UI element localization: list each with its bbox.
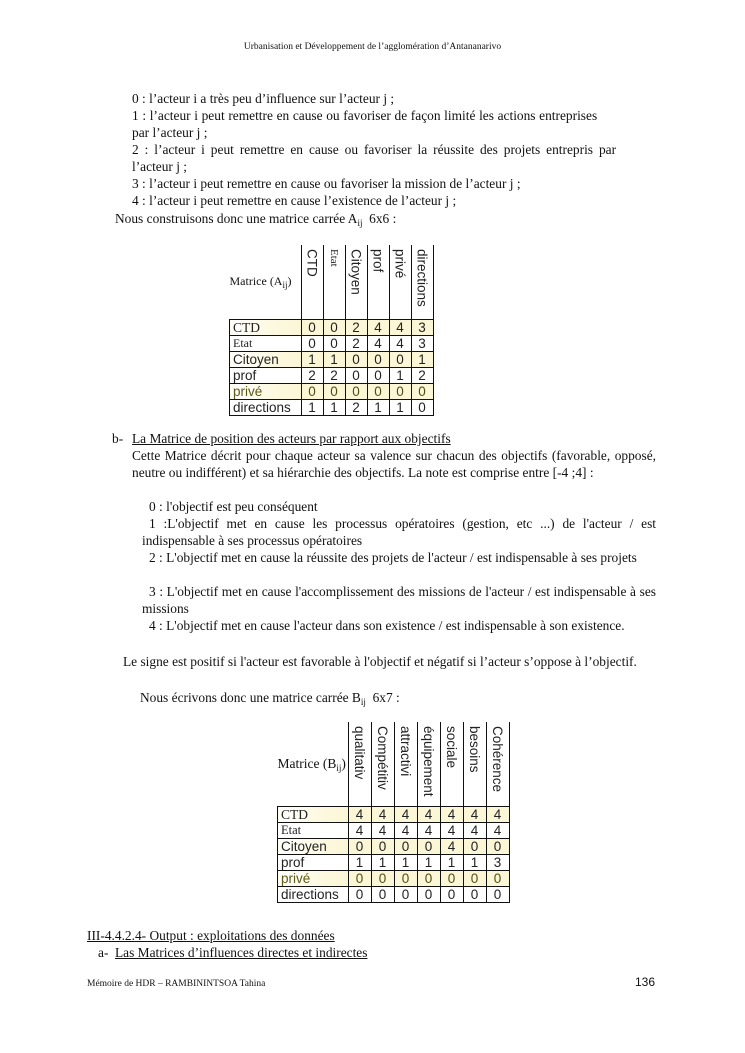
scale-item-4: 4 : l’acteur i peut remettre en cause l’existence de l’acteur j ; xyxy=(132,193,457,208)
cell: 0 xyxy=(345,367,367,383)
matrix-b-col-header: équipement xyxy=(417,722,440,806)
sign-note: Le signe est positif si l'acteur est favorable à l'objectif et négatif si l’acteur s’oppose à l’objectif. xyxy=(123,654,637,669)
matrix-b-col-header: Cohérence xyxy=(486,722,509,806)
cell: 4 xyxy=(394,806,417,822)
scale-item-3: 3 : l’acteur i peut remettre en cause ou favoriser la mission de l’acteur j ; xyxy=(132,176,521,191)
cell: 2 xyxy=(301,367,323,383)
row-label: directions xyxy=(230,399,302,415)
cell: 4 xyxy=(463,806,486,822)
cell: 1 xyxy=(301,399,323,415)
cell: 0 xyxy=(323,383,345,399)
matrix-a-table xyxy=(229,245,434,416)
matrix-b-col-header: attractivi xyxy=(394,722,417,806)
cell: 0 xyxy=(440,870,463,886)
cell: 2 xyxy=(345,335,367,351)
matrix-a-label: Matrice $(A_{ij})$ xyxy=(230,245,302,319)
table-row xyxy=(230,383,434,399)
cell: 4 xyxy=(417,822,440,838)
table-row xyxy=(278,806,510,822)
scale-item-2: 2 : l’acteur i peut remettre en cause ou favoriser la réussite des projets entrepris par xyxy=(132,142,617,157)
cell: 0 xyxy=(486,838,509,854)
cell: 4 xyxy=(394,822,417,838)
cell: 0 xyxy=(301,319,323,335)
cell: 0 xyxy=(348,870,371,886)
cell: 0 xyxy=(463,870,486,886)
objective-scale-4: 4 : L'objectif met en cause l'acteur dans son existence / est indispensable à son existence. xyxy=(149,618,625,633)
objective-scale-3: 3 : L'objectif met en cause l'accomplissement des missions de l'acteur / est indispensable à ses missions xyxy=(142,584,656,617)
cell: 1 xyxy=(348,854,371,870)
cell: 1 xyxy=(389,399,411,415)
objective-scale-0: 0 : l'objectif est peu conséquent xyxy=(149,499,318,514)
cell: 4 xyxy=(486,806,509,822)
table-row xyxy=(230,319,434,335)
cell: 2 xyxy=(411,367,433,383)
matrix-a-intro: Nous construisons donc une matrice carrée $A_{ij}$ 6x6 : xyxy=(115,211,397,228)
row-label: CTD xyxy=(230,319,302,335)
page-number: 136 xyxy=(635,975,656,989)
objective-scale-1: 1 :L'objectif met en cause les processus opératoires (gestion, etc ...) de l'acteur / est indispensable à ses processus opératoires xyxy=(142,516,656,549)
cell: 4 xyxy=(367,319,389,335)
cell: 1 xyxy=(367,399,389,415)
output-sub-title: Las Matrices d’influences directes et indirectes xyxy=(115,945,368,960)
row-label: privé xyxy=(278,870,349,886)
cell: 0 xyxy=(463,886,486,902)
output-sub-marker: a- xyxy=(98,945,109,960)
table-row xyxy=(230,335,434,351)
cell: 0 xyxy=(486,870,509,886)
scale-item-1-cont: par l’acteur j ; xyxy=(132,125,208,140)
matrix-a-header-row xyxy=(230,245,434,319)
cell: 1 xyxy=(371,854,394,870)
cell: 4 xyxy=(440,838,463,854)
cell: 0 xyxy=(394,870,417,886)
cell: 1 xyxy=(463,854,486,870)
cell: 3 xyxy=(486,854,509,870)
cell: 3 xyxy=(411,335,433,351)
matrix-b-col-header: sociale xyxy=(440,722,463,806)
row-label: Citoyen xyxy=(230,351,302,367)
table-row xyxy=(278,886,510,902)
matrix-a-col-header: Etat xyxy=(323,245,345,319)
cell: 0 xyxy=(367,351,389,367)
row-label: directions xyxy=(278,886,349,902)
row-label: prof xyxy=(278,854,349,870)
table-row xyxy=(278,822,510,838)
row-label: Etat xyxy=(230,335,302,351)
cell: 1 xyxy=(411,351,433,367)
row-label: prof xyxy=(230,367,302,383)
cell: 2 xyxy=(323,367,345,383)
cell: 1 xyxy=(394,854,417,870)
table-row xyxy=(230,367,434,383)
section-b-title: La Matrice de position des acteurs par rapport aux objectifs xyxy=(132,431,451,446)
cell: 1 xyxy=(440,854,463,870)
row-label: CTD xyxy=(278,806,349,822)
matrix-b-label: Matrice $(B_{ij})$ xyxy=(278,722,349,806)
table-row xyxy=(278,838,510,854)
cell: 0 xyxy=(345,383,367,399)
cell: 0 xyxy=(371,886,394,902)
cell: 1 xyxy=(323,399,345,415)
cell: 4 xyxy=(348,806,371,822)
cell: 0 xyxy=(348,886,371,902)
cell: 0 xyxy=(348,838,371,854)
running-header: Urbanisation et Développement de l’agglomération d’Antananarivo xyxy=(243,42,502,52)
cell: 0 xyxy=(394,838,417,854)
cell: 0 xyxy=(389,351,411,367)
scale-item-0: 0 : l’acteur i a très peu d’influence sur l’acteur j ; xyxy=(132,91,395,106)
cell: 0 xyxy=(411,383,433,399)
cell: 4 xyxy=(371,806,394,822)
cell: 4 xyxy=(440,822,463,838)
matrix-a-col-header: Citoyen xyxy=(345,245,367,319)
cell: 4 xyxy=(367,335,389,351)
table-row xyxy=(278,870,510,886)
cell: 1 xyxy=(323,351,345,367)
cell: 4 xyxy=(389,319,411,335)
cell: 4 xyxy=(463,822,486,838)
output-section-heading: III-4.4.2.4- Output : exploitations des données xyxy=(87,928,335,943)
cell: 0 xyxy=(345,351,367,367)
row-label: Citoyen xyxy=(278,838,349,854)
cell: 0 xyxy=(371,838,394,854)
cell: 0 xyxy=(389,383,411,399)
footer-author: Mémoire de HDR – RAMBININTSOA Tahina xyxy=(87,979,266,989)
matrix-a-col-header: privé xyxy=(389,245,411,319)
cell: 0 xyxy=(371,870,394,886)
row-label: privé xyxy=(230,383,302,399)
cell: 0 xyxy=(463,838,486,854)
matrix-a-col-header: prof xyxy=(367,245,389,319)
cell: 0 xyxy=(301,383,323,399)
cell: 4 xyxy=(389,335,411,351)
cell: 4 xyxy=(417,806,440,822)
cell: 0 xyxy=(486,886,509,902)
matrix-a-col-header: CTD xyxy=(301,245,323,319)
cell: 0 xyxy=(411,399,433,415)
table-row xyxy=(230,351,434,367)
cell: 4 xyxy=(371,822,394,838)
section-b-description: Cette Matrice décrit pour chaque acteur sa valence sur chacun des objectifs (favorable, opposé, neutre ou indifférent) et sa hiérarchie des objectifs. La note est comprise entre [-4 ;4] : xyxy=(132,448,656,481)
cell: 0 xyxy=(323,319,345,335)
cell: 3 xyxy=(411,319,433,335)
matrix-a-col-header: directions xyxy=(411,245,433,319)
cell: 4 xyxy=(440,806,463,822)
cell: 1 xyxy=(417,854,440,870)
table-row xyxy=(278,854,510,870)
table-row xyxy=(230,399,434,415)
cell: 1 xyxy=(301,351,323,367)
cell: 0 xyxy=(417,886,440,902)
cell: 0 xyxy=(394,886,417,902)
cell: 4 xyxy=(348,822,371,838)
matrix-b-col-header: besoins xyxy=(463,722,486,806)
section-b-marker: b- xyxy=(112,431,124,446)
matrix-b-intro: Nous écrivons donc une matrice carrée $B_{ij}$ 6x7 : xyxy=(140,690,400,707)
matrix-b-table xyxy=(277,722,510,903)
cell: 0 xyxy=(323,335,345,351)
cell: 4 xyxy=(486,822,509,838)
matrix-b-col-header: Compétitiv xyxy=(371,722,394,806)
cell: 0 xyxy=(440,886,463,902)
scale-item-1: 1 : l’acteur i peut remettre en cause ou favoriser de façon limité les actions entreprises xyxy=(132,108,598,123)
cell: 1 xyxy=(389,367,411,383)
cell: 2 xyxy=(345,319,367,335)
matrix-b-header-row xyxy=(278,722,510,806)
cell: 2 xyxy=(345,399,367,415)
cell: 0 xyxy=(367,383,389,399)
row-label: Etat xyxy=(278,822,349,838)
cell: 0 xyxy=(417,838,440,854)
scale-item-2-cont: l’acteur j ; xyxy=(132,159,188,174)
cell: 0 xyxy=(367,367,389,383)
cell: 0 xyxy=(417,870,440,886)
objective-scale-2: 2 : L'objectif met en cause la réussite des projets de l'acteur / est indispensable à ses projets xyxy=(149,550,637,565)
matrix-b-col-header: qualitativ xyxy=(348,722,371,806)
cell: 0 xyxy=(301,335,323,351)
